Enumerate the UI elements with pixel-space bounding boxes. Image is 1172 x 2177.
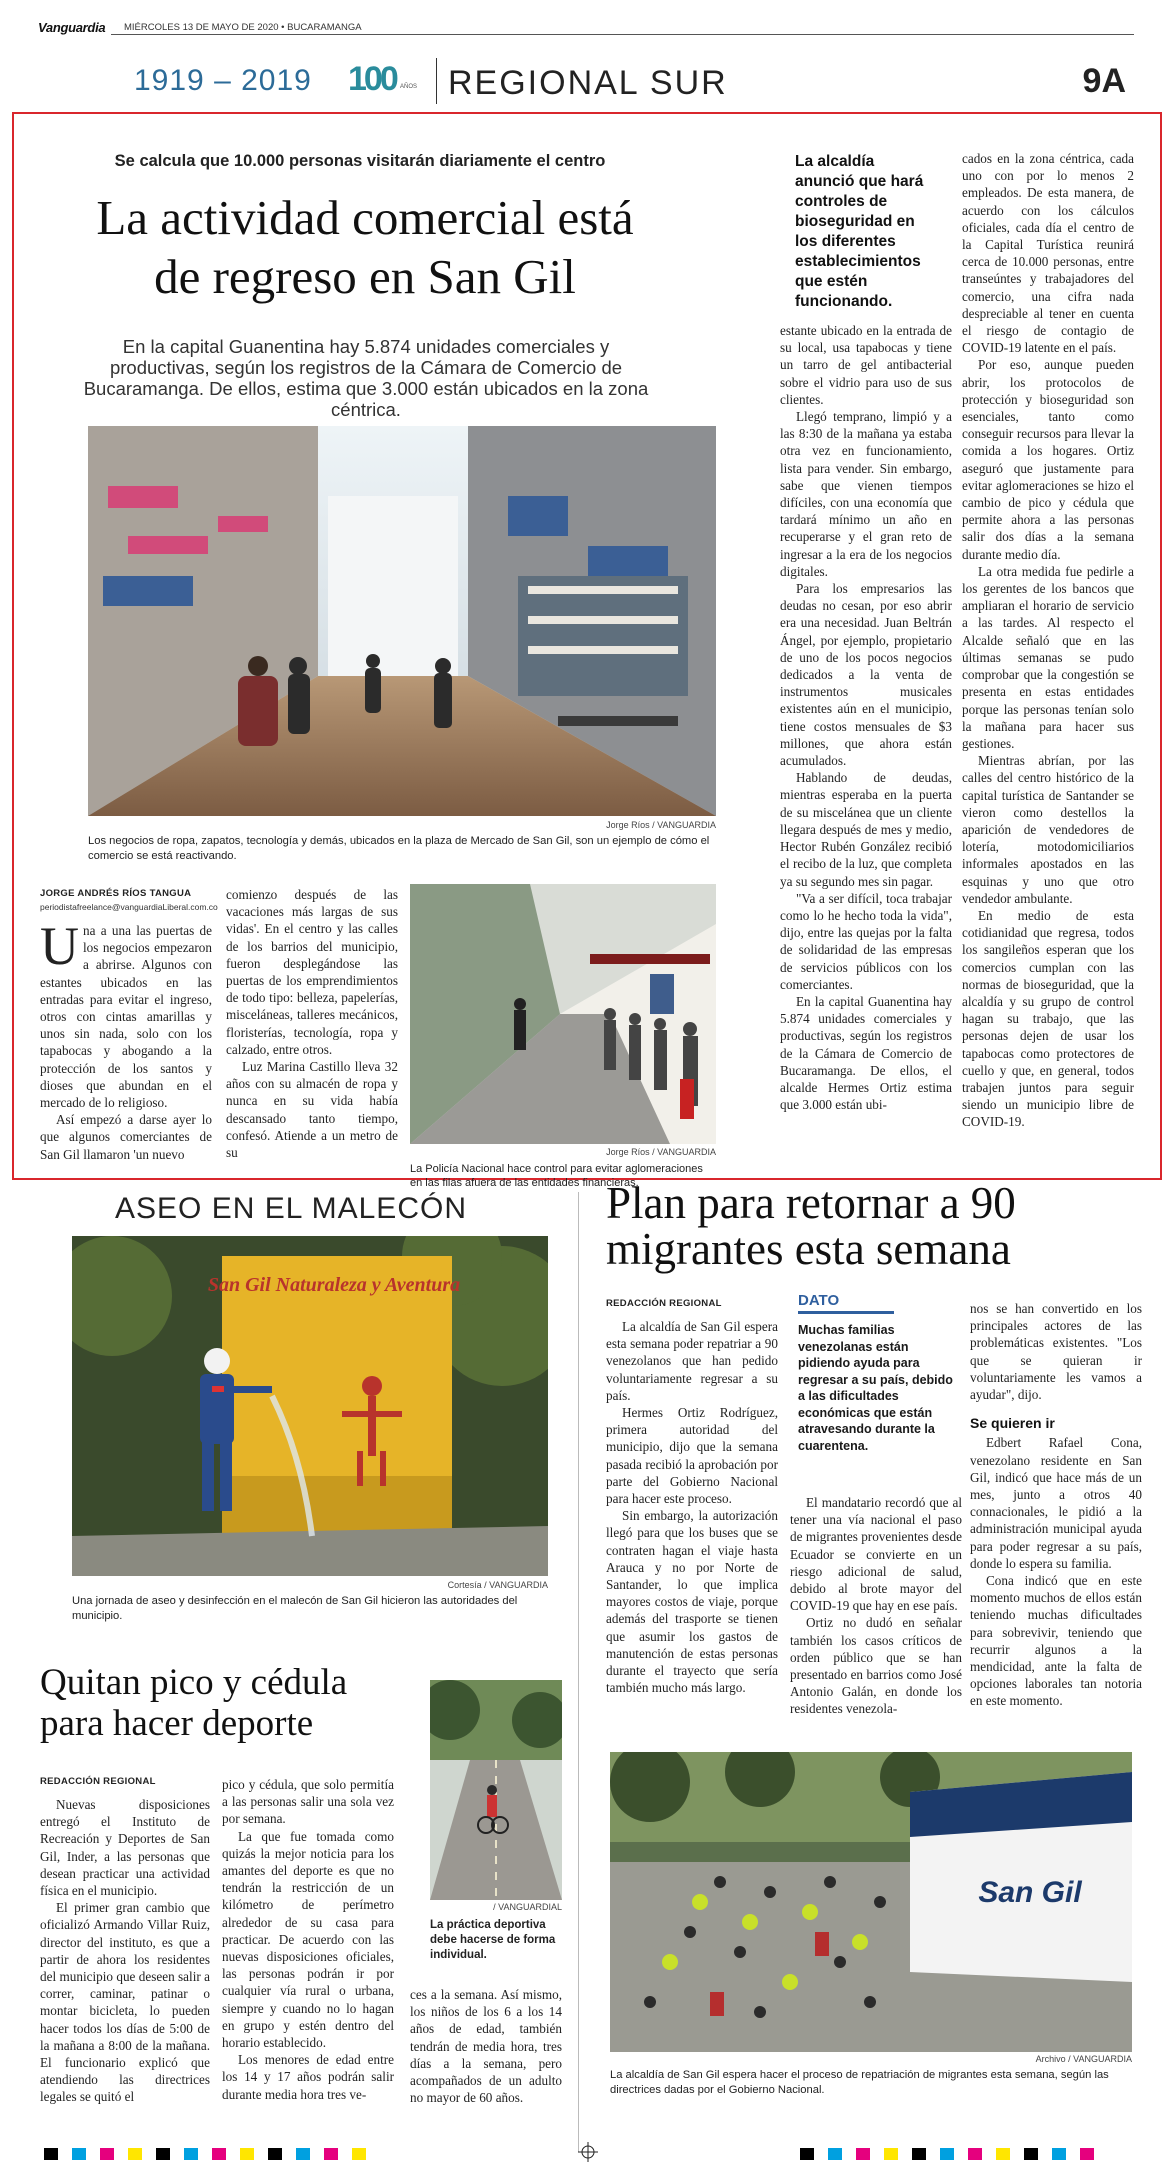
cyclist-caption: La práctica deportiva debe hacerse de forma individual. [430, 1919, 556, 1961]
police-photo-credit: Jorge Ríos / VANGUARDIA [606, 1147, 716, 1157]
pico-byline: REDACCIÓN REGIONAL [40, 1776, 156, 1787]
market-photo [88, 426, 716, 816]
lead-col-4: cados en la zona céntrica, cada uno con por lo menos 2 empleados. De esta manera, de acuerdo con los cálculos oficiales, cada día el centro de la Capital Turística reunirá cerca de 10.000 personas, entre transeúntes y trabajadores del comercio, una cifra nada despreciable al tener en cuenta el riesgo de contagio de COVID-19 latente en el país. Por eso, aunque pueden abrir, los protocolos de protección y bioseguridad son esenciales, tanto como conseguir recursos para llevar la comida a los hogares. Ortiz aseguró que justamente para evitar aglomeraciones se hizo el cambio de pico y cédula que permite ahora a las personas salir dos días a la semana durante medio día. La otra medida fue pedirle a los gerentes de los bancos que ampliaran el horario de servicio a las tardes. Al respecto el Alcalde señaló que en las últimas semanas se pudo comprobar que la congestión se presenta en estas entidades porque las personas tenían solo la mañana para hacer sus gestiones. Mientras abrían, por las calles del centro histórico de la capital turística de Santander se vieron como destellos la aparición de vendedores de lotería, motodomiciliarios informales apostados en las esquinas y uno que otro vendedor ambulante. En medio de esta cotidianidad que regresa, todos los sangileños esperan que los comercios cumplan con las normas de bioseguridad, que la alcaldía y su grupo de control hagan su trabajo, que las personas dejen de usar los tapabocas como protectores de cuello y que, en general, todos trabajen juntos para seguir siendo un municipio libre de COVID-19. [962, 151, 1134, 1130]
aseo-credit: Cortesía / VANGUARDIA [447, 1580, 548, 1590]
dato-label: DATO [798, 1292, 894, 1314]
aseo-caption: Una jornada de aseo y desinfección en el malecón de San Gil hicieron las autoridades del municipio. [72, 1595, 518, 1622]
aseo-sign-text: San Gil Naturaleza y Aventura [207, 1274, 461, 1296]
bus-caption: La alcaldía de San Gil espera hacer el proceso de repatriación de migrantes esta semana, según las directrices dadas por el Gobierno Nacional. [610, 2069, 1109, 2096]
pico-col-3: ces a la semana. Así mismo, los niños de los 6 a los 14 años de edad, también tendrán de media hora, tres días a la semana, pero acompañados de un adulto no mayor de 60 años. [410, 1987, 562, 2106]
lead-col-3: estante ubicado en la entrada de su local, usa tapabocas y tiene un tarro de gel antibacterial sobre el vidrio para uso de sus clientes. Llegó temprano, limpió y a las 8:30 de la mañana ya estaba otra vez en funcionamiento, lista para vender. Sin embargo, sabe que vienen tiempos difíciles, con una economía que tardará mínimo un año en recuperarse y el gran reto de ingresar a la era de los negocios digitales. Para los empresarios las deudas no cesan, por eso abrir era una necesidad. Juan Beltrán Ángel, por ejemplo, propietario de uno de los pocos negocios dedicados a la venta de instrumentos musicales existentes aún en el municipio, tiene costos mensuales de $3 millones, que ahora están acumulados. Hablando de deudas, mientras esperaba en la puerta de su miscelánea que un cliente llegara después de mes y medio, Hector Rubén González recibió el recibo de la luz, que completa ya su segundo mes sin pagar. "Va a ser difícil, toca trabajar como lo he hecho toda la vida", dijo, entre las quejas por la falta de solidaridad de las empresas de servicios públicos con los comerciantes. En la capital Guanentina hay 5.874 unidades comerciales y productivas, según los registros de la Cámara de Comercio de Bucaramanga. De ellos, el alcalde Hermes Ortiz estima que 3.000 están ubi- [780, 323, 952, 1113]
lead-byline: JORGE ANDRÉS RÍOS TANGUA [40, 888, 192, 899]
pico-col-2: pico y cédula, que solo permitía a las personas salir una sola vez por semana. La que fue tomada como quizás la mejor noticia para los amantes del deporte es que no tendrán la restricción de un kilómetro de perímetro alrededor de su casa para practicar. De acuerdo con las nuevas disposiciones oficiales, las personas podrán ir por cualquier vía rural o urbana, siempre y cuando no lo hagan en grupo y estén dentro del horario establecido. Los menores de edad entre los 14 y 17 años podrán salir durante media hora tres ve- [222, 1777, 394, 2102]
market-photo-caption: Los negocios de ropa, zapatos, tecnología y demás, ubicados en la plaza de Mercado de San Gil, son un ejemplo de cómo el comercio se está reactivando. [88, 835, 710, 862]
registration-target-icon [578, 2142, 598, 2162]
cyclist-credit: / VANGUARDIAL [493, 1902, 562, 1912]
lead-email: periodistafreelance@vanguardiaLiberal.com.co [40, 902, 218, 912]
years-label: 1919 – 2019 [134, 64, 312, 97]
masthead [38, 20, 1134, 110]
plan-col-2: El mandatario recordó que al tener una vía nacional el paso de migrantes provenientes desde Ecuador se convierte en un riesgo adicional de salud, debido al brote mayor del COVID-19 que hay en ese país. Ortiz no dudó en señalar también los casos críticos de orden público que se han presentado en barrios como José Antonio Galán, en donde los residentes venezola- [790, 1495, 962, 1717]
bus-photo [610, 1752, 1132, 2052]
anniversary-logo: 100 AÑOS [348, 60, 418, 98]
pico-col-1: Nuevas disposiciones entregó el Instituto de Recreación y Deportes de San Gil, Inder, a las personas que desean practicar una actividad física en el municipio. El primer gran cambio que oficializó Armando Villar Ruiz, director del instituto, es que a partir de ahora los residentes del municipio que deseen salir a correr, caminar, patinar o montar bicicleta, lo pueden hacer todos los días de 5:00 de la mañana a 8:00 de la mañana. El funcionario explicó que atendiendo las directrices legales se quitó el [40, 1797, 210, 2105]
dato-text: Muchas familias venezolanas están pidiendo ayuda para regresar a su país, debido a las dificultades económicas que están atravesando durante la cuarentena. [798, 1323, 953, 1453]
section-title: REGIONAL SUR [448, 64, 728, 102]
bus-text: San Gil [978, 1876, 1082, 1909]
registration-bar-right [800, 2148, 1094, 2160]
lead-col-1: Una a una las puertas de los negocios empezaron a abrirse. Algunos con estantes ubicados en las entradas para evitar el ingreso, otros con cintas amarillas y unos sin nada, solo con los tapabocas y abogando a la protección de los santos y dioses que abundan en el mercado de lo religioso. Así empezó a darse ayer lo que algunos comerciantes de San Gil llamaron 'un nuevo [40, 916, 212, 1162]
plan-col-3: nos se han convertido en los principales actores de las problemáticas existentes. "Los que se quieran ir voluntariamente les vamos a ayudar", dijo. Se quieren ir Edbert Rafael Cona, venezolano residente en San Gil, indicó que hace más de un mes, junto a otros 40 connacionales, le pidió a la administración municipal ayuda para poder regresar a su país, donde lo espera su familia. Cona indicó que en este momento muchos de ellos están teniendo muchas dificultades para sobrevivir, teniendo que recurrir algunos a la mendicidad, ante la falta de opciones laborales tan notoria en este momento. [970, 1301, 1142, 1709]
aseo-title: ASEO EN EL MALECÓN [115, 1192, 467, 1225]
lead-headline: La actividad comercial está de regreso en San Gil [96, 190, 634, 304]
plan-subhead: Se quieren ir [970, 1415, 1055, 1432]
aseo-photo [72, 1236, 548, 1576]
dateline: MIÉRCOLES 13 DE MAYO DE 2020 • BUCARAMANGA [118, 22, 368, 33]
lead-pullquote: La alcaldía anunció que hará controles de bioseguridad en los diferentes establecimientos que estén funcionando. [795, 153, 924, 310]
plan-headline: Plan para retornar a 90 migrantes esta semana [606, 1178, 1016, 1274]
lead-deck: En la capital Guanentina hay 5.874 unidades comerciales y productivas, según los registros de la Cámara de Comercio de Bucaramanga. De ellos, estima que 3.000 están ubicados en la zona céntrica. [83, 336, 649, 420]
plan-col-1: La alcaldía de San Gil espera esta semana poder repatriar a 90 venezolanos que han pedido voluntariamente regresar a su país. Hermes Ortiz Rodríguez, primera autoridad del municipio, dijo que la semana pasada recibió la aprobación por parte del Gobierno Nacional para hacer este proceso. Sin embargo, la autorización llegó para que los buses que se contraten hagan el viaje hasta Arauca y no por Norte de Santander, lo que implica mayores costos de viaje, porque además del trasporte se tienen que asumir los gastos de manutención de estas personas durante el trayecto que sería también mucho más largo. [606, 1319, 778, 1696]
dato-box [798, 1292, 954, 1454]
cyclist-photo [430, 1680, 562, 1900]
plan-byline: REDACCIÓN REGIONAL [606, 1298, 722, 1309]
lead-col-2: comienzo después de las vacaciones más largas de sus vidas'. En el centro y las calles de los barrios del municipio, fueron desplegándose las puertas de los emprendimientos de todo tipo: belleza, papelerías, misceláneas, talleres mecánicos, floristerías, tecnología, ropa y calzado, entre otros. Luz Marina Castillo lleva 32 años con su almacén de ropa y nunca en su vida había descansado tanto tiempo, confesó. Atiende a un metro de su [226, 887, 398, 1161]
registration-bar-left [44, 2148, 366, 2160]
brand-logo: Vanguardia [38, 20, 111, 35]
police-photo-caption: La Policía Nacional hace control para evitar aglomeraciones en las filas afuera de las entidades financieras. [410, 1163, 703, 1189]
police-photo [410, 884, 716, 1144]
pico-headline: Quitan pico y cédula para hacer deporte [40, 1662, 348, 1744]
market-photo-credit: Jorge Ríos / VANGUARDIA [606, 820, 716, 830]
lead-kicker: Se calcula que 10.000 personas visitarán diariamente el centro [114, 152, 606, 170]
page-number: 9A [1082, 62, 1126, 100]
bus-credit: Archivo / VANGUARDIA [1035, 2054, 1132, 2064]
